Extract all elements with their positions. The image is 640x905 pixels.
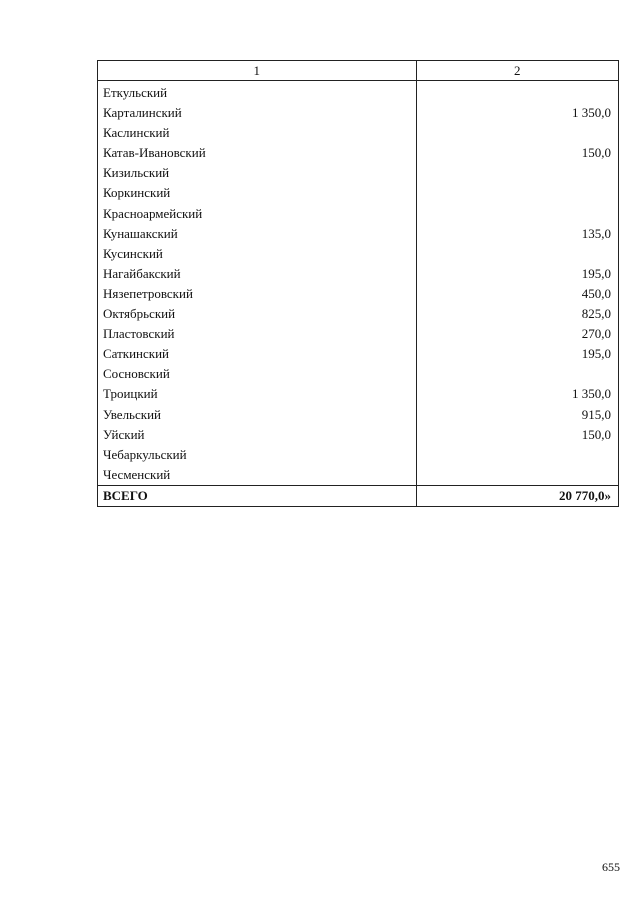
district-value: 915,0: [416, 405, 619, 425]
district-name: Каслинский: [98, 123, 417, 143]
table-row: [98, 425, 619, 445]
table-row: [98, 123, 619, 143]
district-name: Уйский: [98, 425, 417, 445]
header-row: [98, 61, 619, 81]
district-name: Нагайбакский: [98, 264, 417, 284]
district-value: [416, 364, 619, 384]
district-name: Красноармейский: [98, 204, 417, 224]
district-name: Пластовский: [98, 324, 417, 344]
table-row: [98, 163, 619, 183]
total-label: ВСЕГО: [98, 485, 417, 506]
district-value: 150,0: [416, 425, 619, 445]
district-value: 825,0: [416, 304, 619, 324]
column-header-1: 1: [98, 61, 417, 81]
district-name: Кусинский: [98, 244, 417, 264]
district-name: Чесменский: [98, 465, 417, 486]
district-value: 1 350,0: [416, 384, 619, 404]
district-value: [416, 244, 619, 264]
table-row: [98, 364, 619, 384]
table-header: [98, 61, 619, 81]
district-name: Октябрьский: [98, 304, 417, 324]
table-row: [98, 405, 619, 425]
district-value: 135,0: [416, 224, 619, 244]
table-body: [98, 81, 619, 486]
district-value: [416, 163, 619, 183]
district-value: 1 350,0: [416, 103, 619, 123]
district-name: Карталинский: [98, 103, 417, 123]
table-row: [98, 264, 619, 284]
district-name: Катав-Ивановский: [98, 143, 417, 163]
table-row: [98, 224, 619, 244]
district-name: Троицкий: [98, 384, 417, 404]
table-footer: [98, 485, 619, 506]
district-value: 450,0: [416, 284, 619, 304]
table-row: [98, 183, 619, 203]
table-row: [98, 284, 619, 304]
district-value: [416, 123, 619, 143]
total-value: 20 770,0»: [416, 485, 619, 506]
total-row: [98, 485, 619, 506]
table-row: [98, 384, 619, 404]
table-row: [98, 304, 619, 324]
district-value: [416, 445, 619, 465]
district-name: Нязепетровский: [98, 284, 417, 304]
district-name: Саткинский: [98, 344, 417, 364]
table-row: [98, 103, 619, 123]
district-value: [416, 465, 619, 486]
table-row: [98, 204, 619, 224]
table-row: [98, 465, 619, 486]
district-name: Чебаркульский: [98, 445, 417, 465]
district-name: Увельский: [98, 405, 417, 425]
table-row: [98, 344, 619, 364]
district-value: [416, 81, 619, 104]
district-value: 195,0: [416, 264, 619, 284]
page-number: 655: [602, 860, 620, 874]
district-value: 270,0: [416, 324, 619, 344]
district-value: [416, 183, 619, 203]
districts-table: [97, 60, 619, 507]
table-row: [98, 81, 619, 104]
table-row: [98, 244, 619, 264]
district-name: Еткульский: [98, 81, 417, 104]
district-value: 195,0: [416, 344, 619, 364]
table-row: [98, 445, 619, 465]
column-header-2: 2: [416, 61, 619, 81]
district-value: [416, 204, 619, 224]
district-name: Сосновский: [98, 364, 417, 384]
district-value: 150,0: [416, 143, 619, 163]
district-name: Коркинский: [98, 183, 417, 203]
table-row: [98, 324, 619, 344]
district-name: Кизильский: [98, 163, 417, 183]
table-row: [98, 143, 619, 163]
district-name: Кунашакский: [98, 224, 417, 244]
